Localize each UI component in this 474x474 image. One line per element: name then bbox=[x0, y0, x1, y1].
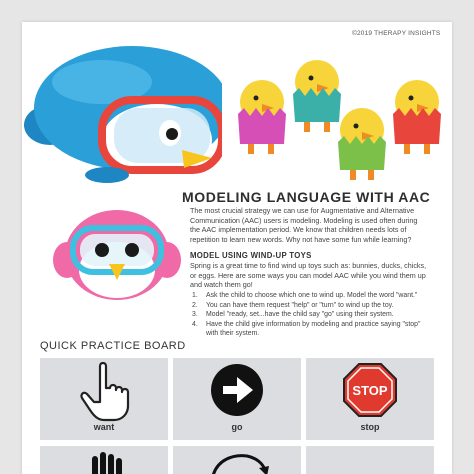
step-item bbox=[192, 320, 447, 330]
intro-line: repetition to learn new words. Why not have some fun while learning? bbox=[190, 234, 412, 244]
step-item bbox=[192, 310, 447, 320]
step-number: 4. bbox=[192, 320, 198, 328]
step-number: 2. bbox=[192, 301, 198, 309]
section-line: and watch them go! bbox=[190, 280, 253, 290]
step-text: Ask the child to choose which one to wind up. Model the word "want." bbox=[206, 292, 418, 299]
pointing-hand-icon bbox=[40, 358, 168, 422]
arrow-right-circle-icon bbox=[173, 358, 301, 422]
card-stop bbox=[306, 358, 434, 440]
intro-line: the AAC implementation period. We know that children needs lots of bbox=[190, 225, 407, 235]
card-want bbox=[40, 358, 168, 440]
turn-arrow-icon bbox=[173, 446, 301, 474]
step-text: Have the child give information by modeling and practice saying "stop" bbox=[206, 320, 421, 328]
section-heading: MODEL USING WIND-UP TOYS bbox=[190, 251, 312, 260]
intro-paragraph bbox=[190, 206, 448, 244]
step-number: 1. bbox=[192, 292, 198, 299]
section-paragraph bbox=[190, 261, 448, 290]
copyright-text: ©2019 THERAPY INSIGHTS bbox=[352, 30, 441, 37]
card-label: go bbox=[231, 422, 243, 432]
open-hand-icon bbox=[40, 446, 168, 474]
stop-sign-icon bbox=[306, 358, 434, 422]
card-empty bbox=[306, 446, 434, 474]
section-line: Spring is a great time to find wind up toys such as: bunnies, ducks, chicks, bbox=[190, 261, 427, 270]
card-label: want bbox=[93, 422, 115, 432]
intro-line: Communication (AAC) users is modeling. Modeling is used often during bbox=[190, 215, 418, 225]
card-label: stop bbox=[360, 422, 380, 432]
step-number: 3. bbox=[192, 311, 198, 319]
handout-sheet bbox=[22, 22, 452, 474]
step-text: with their system. bbox=[206, 330, 260, 338]
steps-list bbox=[192, 291, 447, 339]
section-line: or eggs. Here are some ways you can model AAC while you wind them up bbox=[190, 270, 426, 280]
pink-penguin-toy-image bbox=[47, 200, 187, 310]
step-text: Model "ready, set...have the child say "go" using their system. bbox=[206, 311, 394, 319]
step-text: You can have them request "help" or "turn" to wind up the toy. bbox=[206, 301, 394, 309]
step-item bbox=[192, 329, 447, 339]
step-item bbox=[192, 291, 447, 301]
step-item bbox=[192, 301, 447, 311]
wind-up-chicks-image bbox=[222, 52, 452, 192]
stop-sign-text: STOP bbox=[352, 383, 388, 398]
board-title: QUICK PRACTICE BOARD bbox=[40, 340, 186, 352]
card-go bbox=[173, 358, 301, 440]
blue-penguin-toy-image bbox=[22, 30, 222, 190]
page-title: MODELING LANGUAGE WITH AAC bbox=[182, 189, 431, 205]
intro-line: The most crucial strategy we can use for Augmentative and Alternative bbox=[190, 206, 415, 215]
card-hand bbox=[40, 446, 168, 474]
card-turn bbox=[173, 446, 301, 474]
